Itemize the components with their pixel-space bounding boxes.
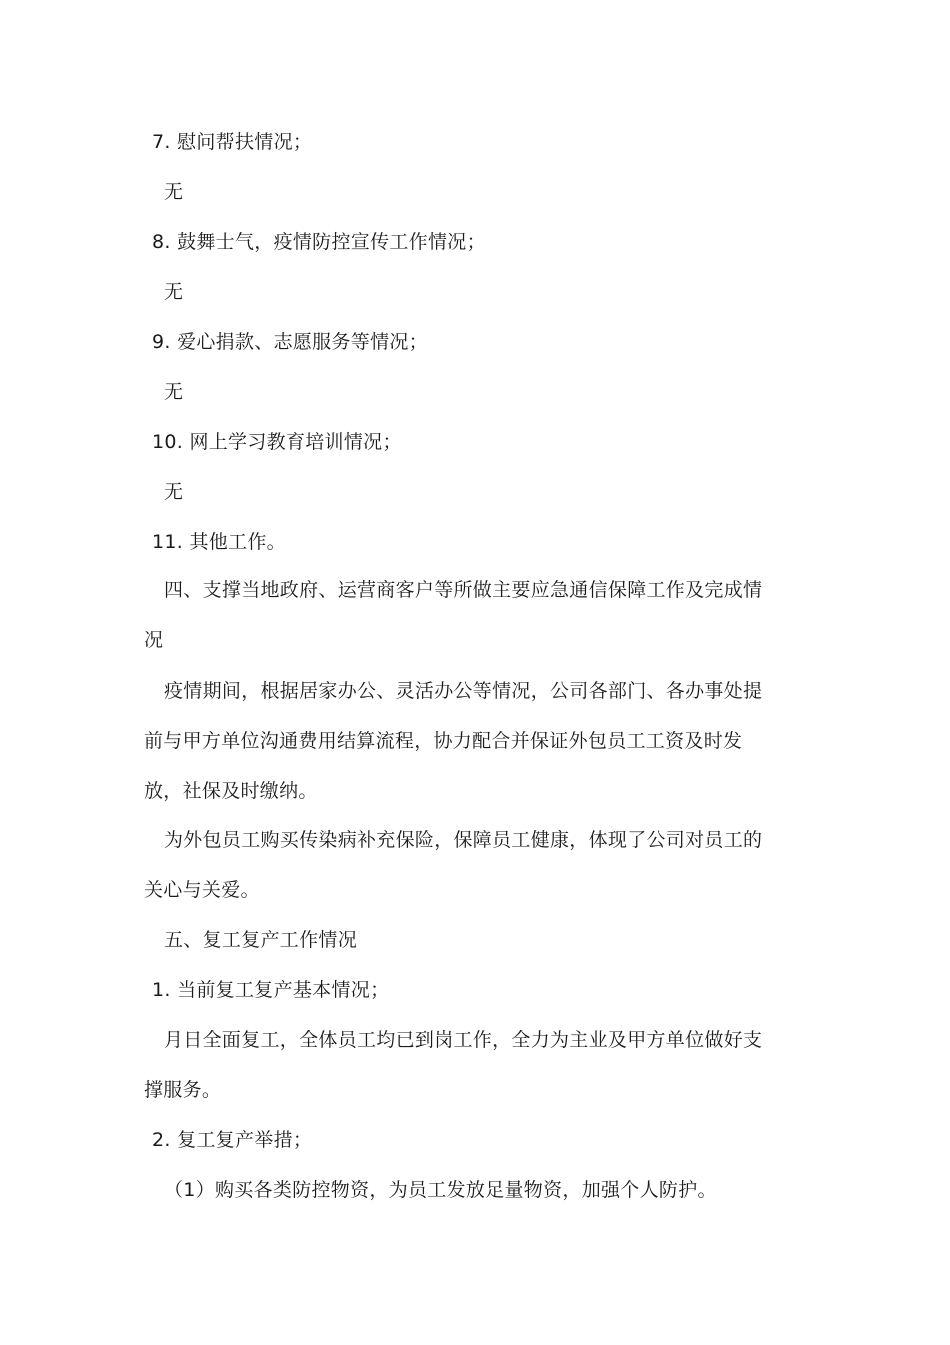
sub-list-item-1: （1）购买各类防控物资，为员工发放足量物资，加强个人防护。 <box>164 1179 717 1201</box>
answer-text: 无 <box>164 481 184 503</box>
section-heading-4-continued: 况 <box>144 629 164 651</box>
list-item-2: 2. 复工复产举措； <box>152 1129 313 1151</box>
section-heading-5: 五、复工复产工作情况 <box>164 929 358 951</box>
list-item-11: 11. 其他工作。 <box>152 531 286 553</box>
paragraph-line: 放，社保及时缴纳。 <box>144 780 318 802</box>
paragraph-line: 关心与关爱。 <box>144 879 260 901</box>
list-item-9: 9. 爱心捐款、志愿服务等情况； <box>152 331 428 353</box>
paragraph-line: 撑服务。 <box>144 1079 222 1101</box>
list-item-8: 8. 鼓舞士气，疫情防控宣传工作情况； <box>152 231 486 253</box>
paragraph-line: 前与甲方单位沟通费用结算流程，协力配合并保证外包员工工资及时发 <box>144 730 743 752</box>
paragraph-line: 疫情期间，根据居家办公、灵活办公等情况，公司各部门、各办事处提 <box>164 680 763 702</box>
section-heading-4: 四、支撑当地政府、运营商客户等所做主要应急通信保障工作及完成情 <box>164 579 763 601</box>
list-item-10: 10. 网上学习教育培训情况； <box>152 431 402 453</box>
answer-text: 无 <box>164 181 184 203</box>
paragraph-line: 月日全面复工，全体员工均已到岗工作，全力为主业及甲方单位做好支 <box>164 1029 763 1051</box>
paragraph-line: 为外包员工购买传染病补充保险，保障员工健康，体现了公司对员工的 <box>164 829 763 851</box>
answer-text: 无 <box>164 381 184 403</box>
answer-text: 无 <box>164 281 184 303</box>
list-item-7: 7. 慰问帮扶情况； <box>152 131 313 153</box>
list-item-1: 1. 当前复工复产基本情况； <box>152 979 390 1001</box>
